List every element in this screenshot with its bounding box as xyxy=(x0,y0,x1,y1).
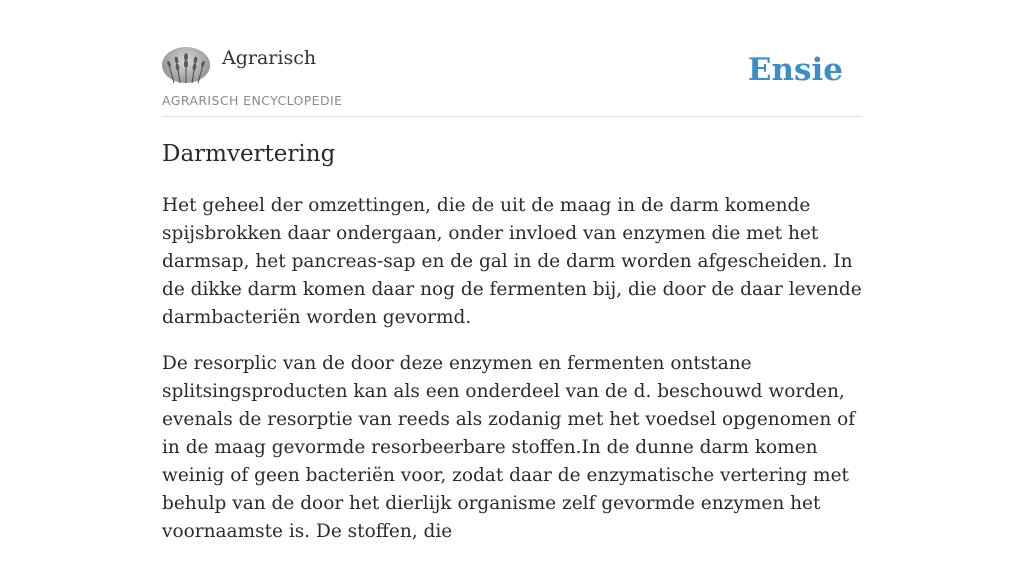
page-title: Darmvertering xyxy=(162,141,336,167)
site-subtitle: AGRARISCH ENCYCLOPEDIE xyxy=(162,93,343,108)
site-name[interactable]: Agrarisch xyxy=(222,47,317,69)
article-body xyxy=(162,192,862,564)
wheat-logo-icon[interactable] xyxy=(162,47,210,83)
article-paragraph: Het geheel der omzettingen, die de uit de maag in de darm komende spijsbrokken daar ondergaan, onder invloed van enzymen die met het darmsap, het pancreas-sap en de gal in de darm worden afgescheiden. In de dikke darm komen daar nog de fermenten bij, die door de daar levende darmbacteriën worden gevormd. xyxy=(162,195,862,328)
page-container xyxy=(162,0,862,542)
ensie-brand-link[interactable]: Ensie xyxy=(747,52,843,88)
site-header xyxy=(162,0,862,117)
article-paragraph: De resorplic van de door deze enzymen en fermenten ontstane splitsingsproducten kan als een onderdeel van de d. beschouwd worden, evenals de resorptie van reeds als zodanig met het voedsel opgenomen of in de maag gevormde resorbeerbare stoffen.In de dunne darm komen weinig of geen bacteriën voor, zodat daar de enzymatische vertering met behulp van de door het dierlijk organisme zelf gevormde enzymen het voornaamste is. De stoffen, die xyxy=(162,353,856,542)
